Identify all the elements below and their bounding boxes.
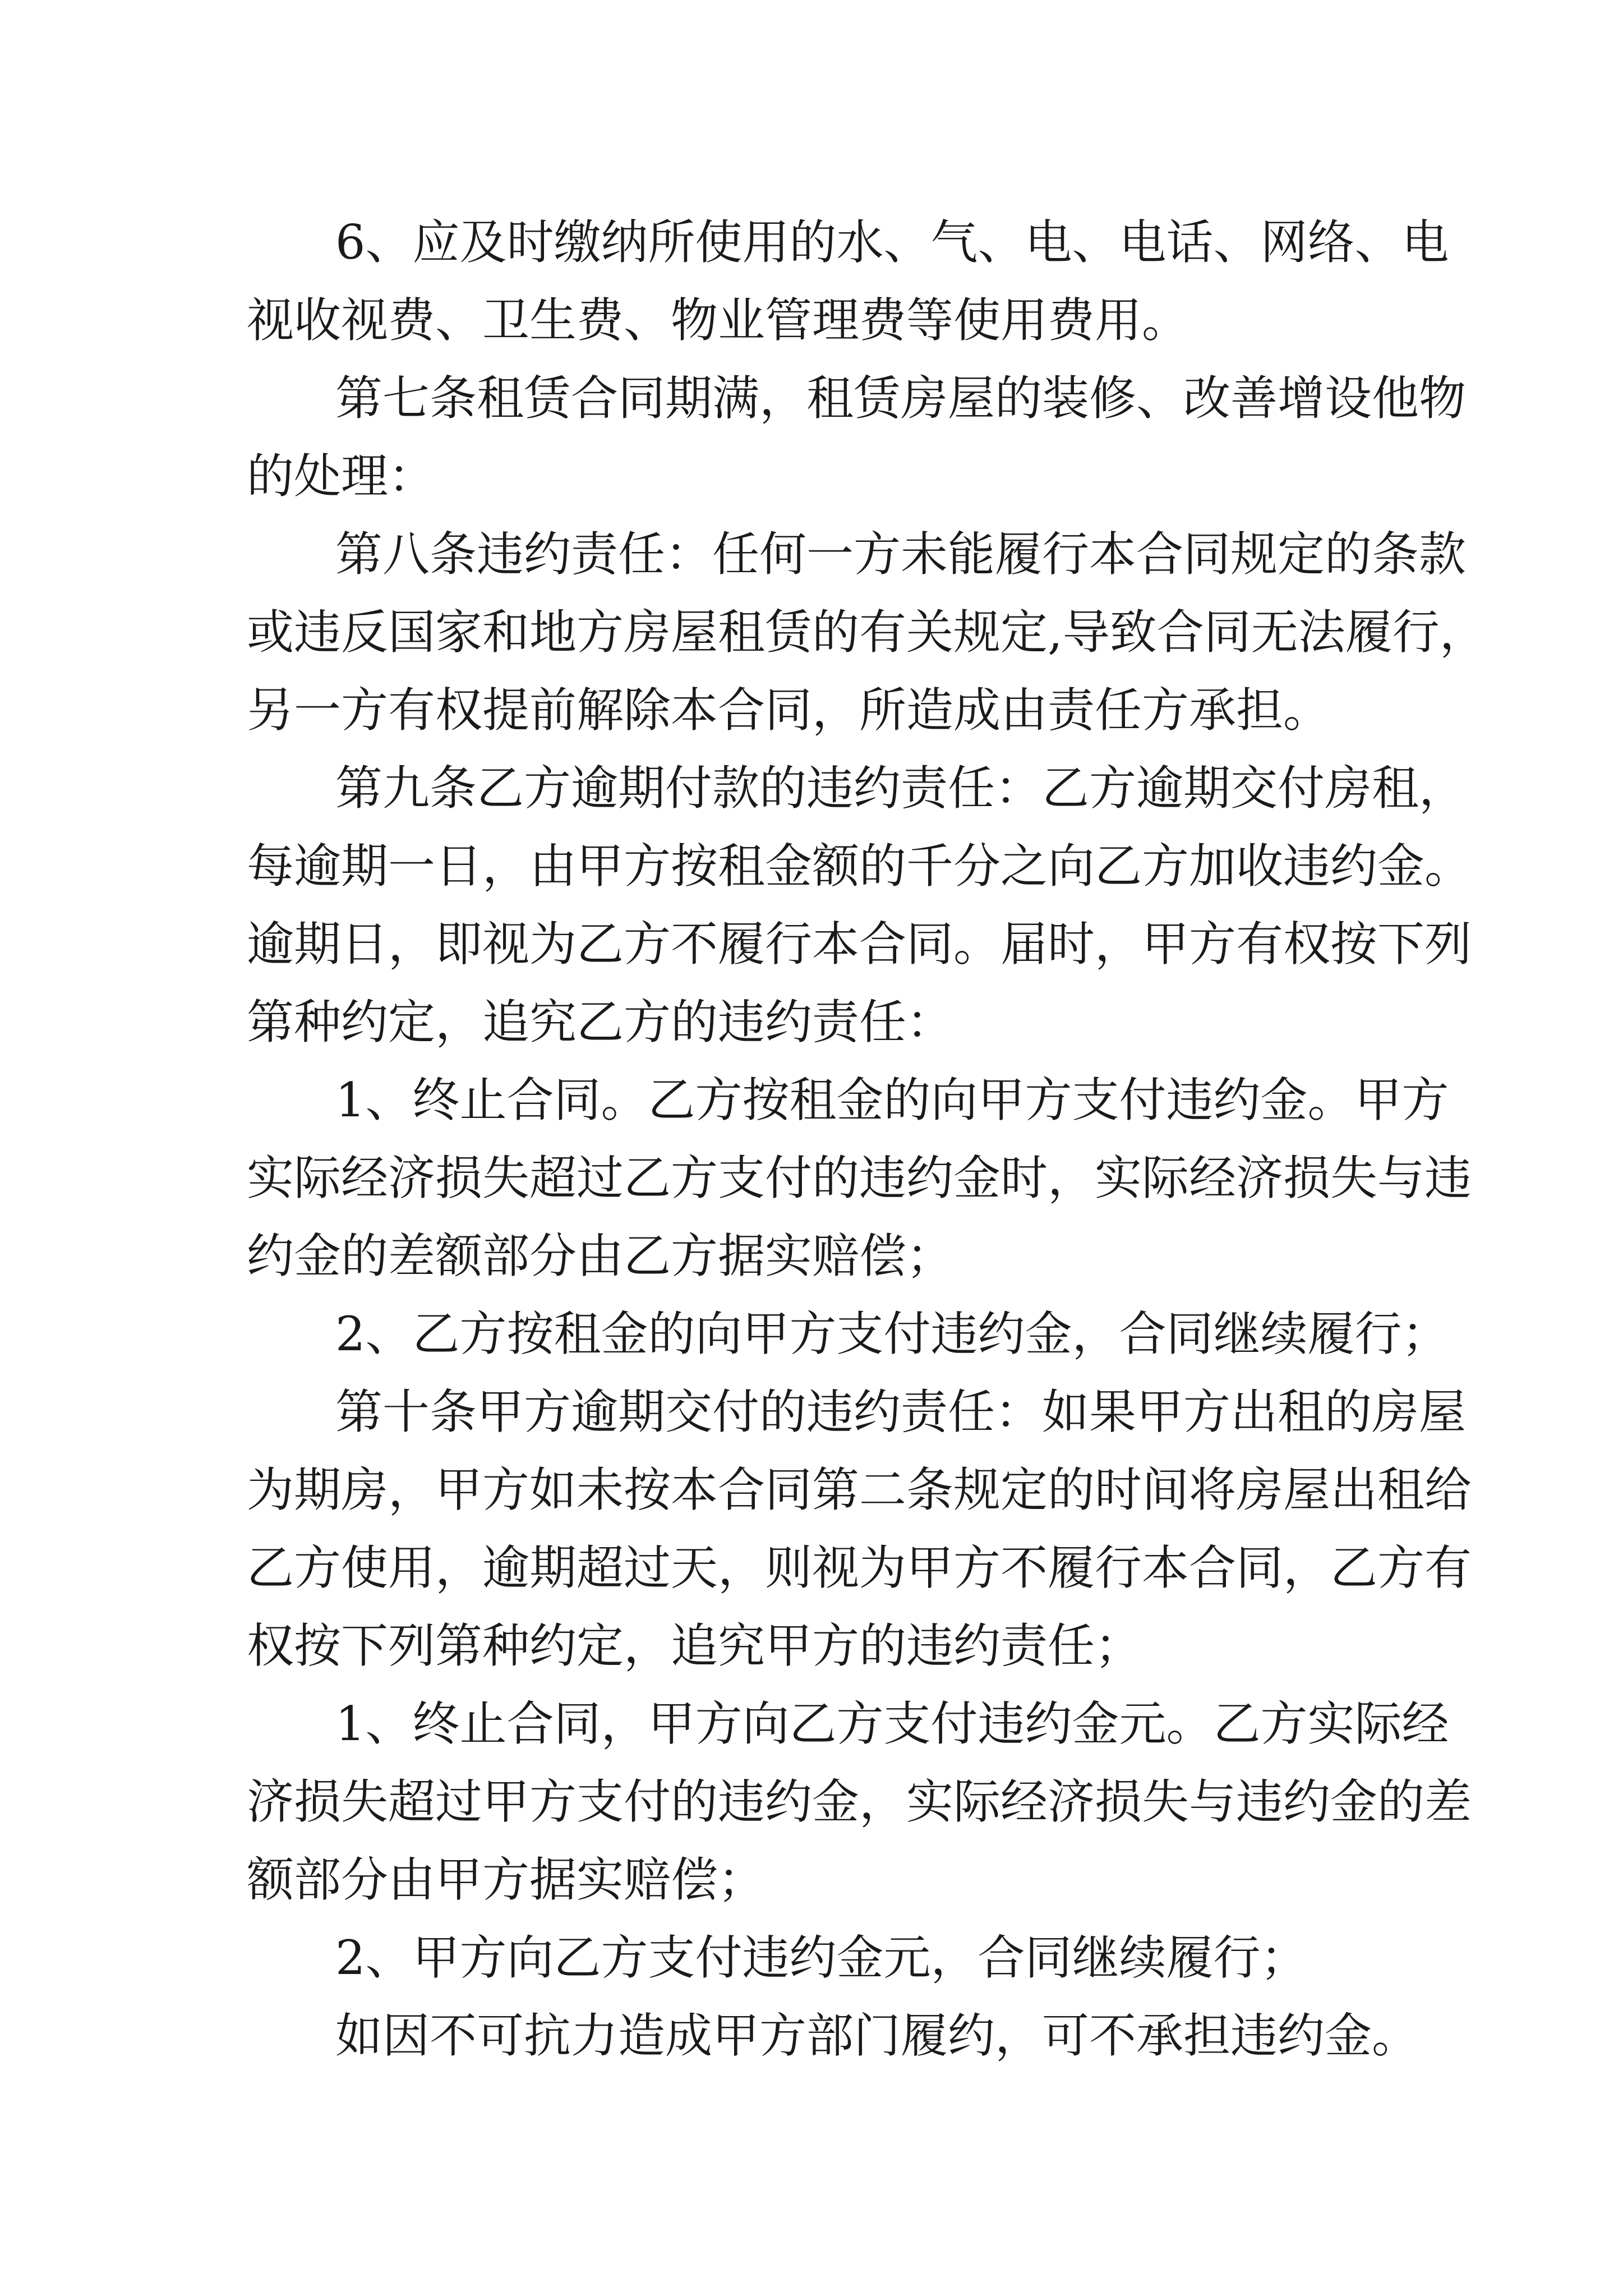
text-line: 逾期日，即视为乙方不履行本合同。届时，甲方有权按下列 (247, 917, 1472, 972)
text-line: 2、乙方按租金的向甲方支付违约金，合同继续履行； (335, 1306, 1449, 1361)
text-line: 的处理： (247, 449, 436, 504)
paragraph-article-9-item-1 (247, 1061, 1472, 1295)
paragraph-6-fees (247, 204, 1449, 360)
text-line: 第七条租赁合同期满，租赁房屋的装修、改善增设他物 (335, 371, 1467, 426)
text-line: 权按下列第种约定，追究甲方的违约责任； (247, 1618, 1142, 1673)
paragraph-force-majeure (247, 1997, 1419, 2075)
text-line: 第九条乙方逾期付款的违约责任：乙方逾期交付房租， (335, 761, 1467, 816)
text-line: 为期房，甲方如未按本合同第二条规定的时间将房屋出租给 (247, 1462, 1472, 1517)
text-line: 如因不可抗力造成甲方部门履约，可不承担违约金。 (335, 2008, 1419, 2063)
text-line: 第种约定，追究乙方的违约责任： (247, 995, 954, 1050)
text-line: 或违反国家和地方房屋租赁的有关规定,导致合同无法履行， (247, 605, 1487, 660)
text-line: 乙方使用，逾期超过天，则视为甲方不履行本合同，乙方有 (247, 1540, 1472, 1595)
text-line: 约金的差额部分由乙方据实赔偿； (247, 1228, 954, 1283)
paragraph-article-10 (247, 1373, 1472, 1685)
document-body (247, 204, 1487, 2075)
text-line: 额部分由甲方据实赔偿； (247, 1852, 766, 1907)
text-line: 另一方有权提前解除本合同，所造成由责任方承担。 (247, 683, 1331, 738)
text-line: 每逾期一日，由甲方按租金额的千分之向乙方加收违约金。 (247, 839, 1472, 894)
text-line: 6、应及时缴纳所使用的水、气、电、电话、网络、电 (335, 215, 1449, 270)
text-line: 第八条违约责任：任何一方未能履行本合同规定的条款 (335, 527, 1467, 582)
text-line: 济损失超过甲方支付的违约金，实际经济损失与违约金的差 (247, 1774, 1472, 1829)
paragraph-article-10-item-1 (247, 1685, 1472, 1919)
paragraph-article-9 (247, 749, 1472, 1061)
text-line: 1、终止合同。乙方按租金的向甲方支付违约金。甲方 (335, 1073, 1449, 1128)
paragraph-article-10-item-2 (247, 1919, 1382, 1997)
text-line: 1、终止合同，甲方向乙方支付违约金元。乙方实际经 (335, 1696, 1449, 1751)
paragraph-article-9-item-2 (247, 1295, 1449, 1373)
text-line: 第十条甲方逾期交付的违约责任：如果甲方出租的房屋 (335, 1384, 1467, 1439)
paragraph-article-8 (247, 516, 1487, 749)
text-line: 实际经济损失超过乙方支付的违约金时，实际经济损失与违 (247, 1151, 1472, 1205)
paragraph-article-7 (247, 360, 1467, 516)
text-line: 2、甲方向乙方支付违约金元，合同继续履行； (335, 1930, 1308, 1985)
text-line: 视收视费、卫生费、物业管理费等使用费用。 (247, 293, 1189, 348)
